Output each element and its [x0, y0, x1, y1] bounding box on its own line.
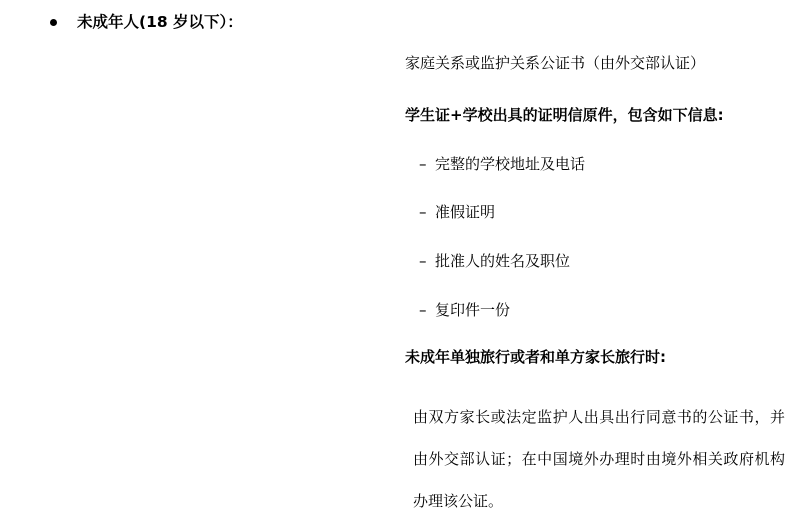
list-item — [419, 249, 570, 273]
bullet-heading-row — [50, 10, 243, 34]
list-item — [419, 298, 510, 322]
dash-marker-icon: – — [419, 203, 427, 221]
list-item — [419, 200, 495, 224]
dash-marker-icon: – — [419, 252, 427, 270]
bullet-dot-icon — [50, 19, 57, 26]
student-proof-heading: 学生证+学校出具的证明信原件，包含如下信息: — [405, 106, 724, 124]
list-item-label: 复印件一份 — [435, 301, 511, 319]
notarization-paragraph: 家庭关系或监护关系公证书（由外交部认证） — [405, 54, 706, 72]
minor-travel-heading: 未成年单独旅行或者和单方家长旅行时: — [405, 348, 667, 366]
list-item — [419, 152, 585, 176]
list-item-label: 准假证明 — [435, 203, 496, 221]
minor-travel-paragraph: 由双方家长或法定监护人出具出行同意书的公证书，并由外交部认证；在中国境外办理时由境外相关政府机构办理该公证。 — [413, 408, 785, 510]
list-item-label: 批准人的姓名及职位 — [435, 252, 571, 270]
bullet-heading-label: 未成年人(18 岁以下）： — [77, 13, 243, 31]
dash-marker-icon: – — [419, 301, 427, 319]
list-item-label: 完整的学校地址及电话 — [435, 155, 586, 173]
dash-marker-icon: – — [419, 155, 427, 173]
